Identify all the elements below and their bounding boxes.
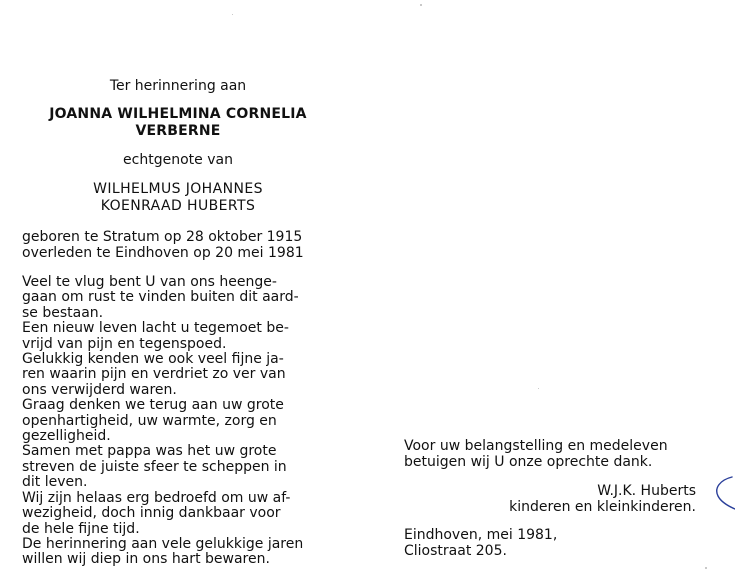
poem-line: openhartigheid, uw warmte, zorg en	[22, 412, 277, 429]
thanks-text	[404, 438, 668, 470]
address-line: Cliostraat 205.	[404, 543, 507, 559]
pen-mark	[712, 474, 735, 512]
poem-line: ons verwijderd waren.	[22, 381, 177, 398]
paper-speck	[538, 388, 539, 389]
place-date	[404, 527, 557, 559]
poem-line: Gelukkig kenden we ook veel fijne ja-	[22, 351, 284, 368]
poem-line: streven de juiste sfeer te scheppen in	[22, 458, 287, 475]
paper-speck	[705, 567, 707, 569]
paper-speck	[232, 14, 233, 15]
place-line: Eindhoven, mei 1981,	[404, 527, 558, 543]
signature-family: kinderen en kleinkinderen.	[509, 499, 696, 515]
poem-line: gezelligheid.	[22, 428, 111, 445]
poem-line: wezigheid, doch innig dankbaar voor	[22, 505, 281, 522]
paper-speck	[420, 4, 422, 6]
poem-line: Graag denken we terug aan uw grote	[22, 397, 284, 414]
thanks-line-2: betuigen wij U onze oprechte dank.	[404, 454, 653, 470]
spouse-name-line-2: KOENRAAD HUBERTS	[100, 198, 256, 214]
signature-name: W.J.K. Huberts	[597, 483, 696, 499]
poem-line: Samen met pappa was het uw grote	[22, 443, 277, 460]
signature	[468, 483, 696, 515]
thanks-line-1: Voor uw belangstelling en medeleven	[404, 438, 668, 454]
poem-line: De herinnering aan vele gelukkige jaren	[22, 535, 304, 552]
poem-line: Wij zijn helaas erg bedroefd om uw af-	[22, 489, 291, 506]
death-line: overleden te Eindhoven op 20 mei 1981	[22, 245, 304, 261]
poem-line: vrijd van pijn en tegenspoed.	[22, 335, 227, 352]
poem-line: se bestaan.	[22, 304, 104, 321]
birth-line: geboren te Stratum op 28 oktober 1915	[22, 229, 303, 245]
poem-line: gaan om rust te vinden buiten dit aard-	[22, 289, 299, 306]
deceased-name	[22, 106, 334, 140]
poem-line: ren waarin pijn en verdriet zo ver van	[22, 366, 286, 383]
spouse-label: echtgenote van	[123, 152, 233, 168]
deceased-name-line-2: VERBERNE	[135, 123, 221, 139]
poem-line: de hele fijne tijd.	[22, 520, 140, 537]
poem-line: dit leven.	[22, 474, 88, 491]
spouse-name-line-1: WILHELMUS JOHANNES	[93, 181, 263, 197]
poem	[22, 275, 322, 568]
intro-text: Ter herinnering aan	[109, 78, 247, 94]
poem-line: Veel te vlug bent U van ons heenge-	[22, 274, 277, 290]
poem-line: Een nieuw leven lacht u tegemoet be-	[22, 320, 289, 337]
spouse-name	[22, 181, 334, 215]
poem-line: willen wij diep in ons hart bewaren.	[22, 551, 270, 568]
deceased-name-line-1: JOANNA WILHELMINA CORNELIA	[49, 106, 307, 122]
life-dates	[22, 229, 322, 261]
